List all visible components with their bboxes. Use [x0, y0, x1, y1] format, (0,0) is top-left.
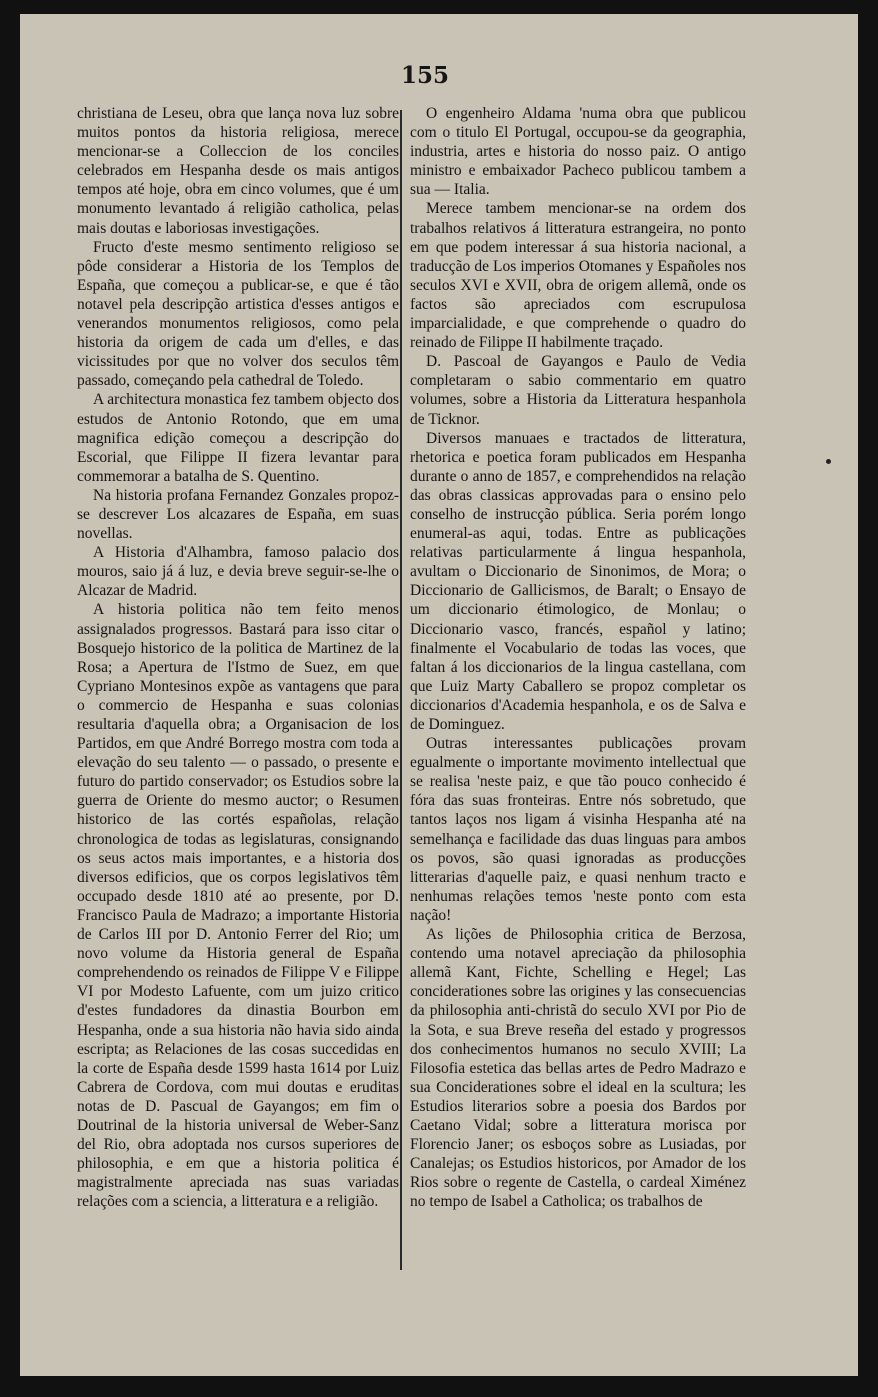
paragraph: As lições de Philosophia critica de Berzosa, contendo uma notavel apreciação da philosophia allemã Kant, Fichte, Schelling e Hegel; Las conciderationes sobre las origines y las consecuencias da philosophia anti-christã do seculo XVI por Pio de la Sota, e sua Breve reseña del estado y progressos dos conhecimentos humanos no seculo XVIII; La Filosofia estetica das bellas artes de Pedro Madrazo e sua Conciderationes sobre el ideal en la scultura; les Estudios literarios sobre a poesia dos Bardos por Caetano Vidal; sobre a litteratura morisca por Florencio Janer; os esboços sobre as Lusiadas, por Canalejas; os Estudios historicos, por Amador de los Rios sobre o regente de Castella, o cardeal Ximénez no tempo de Isabel a Catholica; os trabalhos de [410, 926, 746, 1211]
paragraph: O engenheiro Aldama 'numa obra que publicou com o titulo El Portugal, occupou-se da geographia, industria, artes e historia do nosso paiz. O antigo ministro e embaixador Pacheco publicou tambem a sua — Italia. [410, 105, 746, 199]
column-divider [400, 110, 402, 1270]
paragraph: Fructo d'este mesmo sentimento religioso se pôde considerar a Historia de los Templos de España, que começou a publicar-se, e que é tão notavel pela descripção artistica d'esses antigos e venerandos monumentos religiosos, como pela historia da origem de cada um d'elles, e das vicissitudes por que no volver dos seculos têm passado, começando pela cathedral de Toledo. [77, 238, 399, 390]
ink-speck [826, 459, 831, 464]
paragraph: A Historia d'Alhambra, famoso palacio dos mouros, saio já á luz, e devia breve seguir-se-lhe o Alcazar de Madrid. [77, 544, 399, 600]
newspaper-page [20, 14, 858, 1376]
paragraph: Na historia profana Fernandez Gonzales propoz-se descrever Los alcazares de España, em suas novellas. [77, 486, 399, 543]
paragraph: Merece tambem mencionar-se na ordem dos trabalhos relativos á litteratura estrangeira, no ponto em que podem interessar á sua historia nacional, a traducção de Los imperios Otomanes y Españoles nos seculos XVI e XVII, obra de origem allemã, onde os factos são apreciados com escrupulosa imparcialidade, e que comprehende o quadro do reinado de Filippe II habilmente traçado. [410, 200, 746, 352]
paragraph: A historia politica não tem feito menos assignalados progressos. Bastará para isso citar o Bosquejo historico de la politica de Martinez de la Rosa; a Apertura de l'Istmo de Suez, em que Cypriano Montesinos expõe as vantagens que para o commercio de Hespanha e suas colonias resultaria d'aquella obra; a Organisacion de los Partidos, em que André Borrego mostra com toda a elevação do seu talento — o passado, o presente e futuro do partido conservador; os Estudios sobre la guerra de Oriente do mesmo auctor; o Resumen historico de las cortés españolas, relação chronologica de todas as legislaturas, consignando os seus actos mais importantes, e a historia dos diversos edificios, que os corpos legislativos têm occupado desde 1810 até ao presente, por D. Francisco Paula de Madrazo; a importante Historia de Carlos III por D. Antonio Ferrer del Rio; um novo volume da Historia general de España comprehendendo os reinados de Filippe V e Filippe VI por Modesto Lafuente, com um juizo critico d'estes fundadores da dinastia Bourbon em Hespanha, onde a sua historia não havia sido ainda escripta; as Relaciones de las cosas succedidas en la corte de España desde 1599 hasta 1614 por Luiz Cabrera de Cordova, com mui doutas e eruditas notas de D. Pascual de Gayangos; em fim o Doutrinal de la historia universal de Weber-Sanz del Rio, obra adoptada nos cursos superiores de philosophia, e em que a historia politica é magistralmente apreciada nas suas variadas relações com a sciencia, a litteratura e a religião. [77, 601, 399, 1211]
paragraph: Diversos manuaes e tractados de litteratura, rhetorica e poetica foram publicados em Hespanha durante o anno de 1857, e comprehendidos na relação das obras classicas approvadas para o ensino pelo conselho de instrucção pública. Seria porém longo enumeral-as aqui, todas. Entre as publicações relativas particularmente á lingua hespanhola, avultam o Diccionario de Sinonimos, de Mora; o Diccionario de Gallicismos, de Baralt; o Ensayo de um diccionario étimologico, de Monlau; o Diccionario vasco, francés, español y latino; finalmente el Vocabulario de todas las voces, que faltan á los diccionarios de la lingua castellana, com que Luiz Marty Caballero se propoz completar os diccionarios d'Academia hespanhola, e os de Salva e de Dominguez. [410, 429, 746, 733]
paragraph: A architectura monastica fez tambem objecto dos estudos de Antonio Rotondo, que em uma magnifica edição começou a descripção do Escorial, que Filippe II fizera levantar para commemorar a batalha de S. Quentino. [77, 391, 399, 485]
paragraph: D. Pascoal de Gayangos e Paulo de Vedia completaram o sabio commentario em quatro volumes, sobre a Historia da Litteratura hespanhola de Ticknor. [410, 353, 746, 428]
right-column [410, 104, 746, 1211]
left-column [77, 104, 399, 1211]
paragraph: Outras interessantes publicações provam egualmente o importante movimento intellectual que se realisa 'neste paiz, e que tão pouco conhecido é fóra das suas fronteiras. Entre nós sobretudo, que tantos laços nos ligam á visinha Hespanha até na semelhança e facilidade das duas linguas para ambos os povos, são quasi ignoradas as producções litterarias d'aquelle paiz, e quasi nenhum tracto e nenhumas relações temos 'neste ponto com esta nação! [410, 735, 746, 924]
page-number: 155 [400, 62, 449, 89]
paragraph: christiana de Leseu, obra que lança nova luz sobre muitos pontos da historia religiosa, merece mencionar-se a Colleccion de los conciles celebrados em Hespanha desde os mais antigos tempos até hoje, obra em cinco volumes, que é um monumento levantado á religião catholica, pelas mais doutas e laboriosas investigações. [77, 105, 399, 237]
